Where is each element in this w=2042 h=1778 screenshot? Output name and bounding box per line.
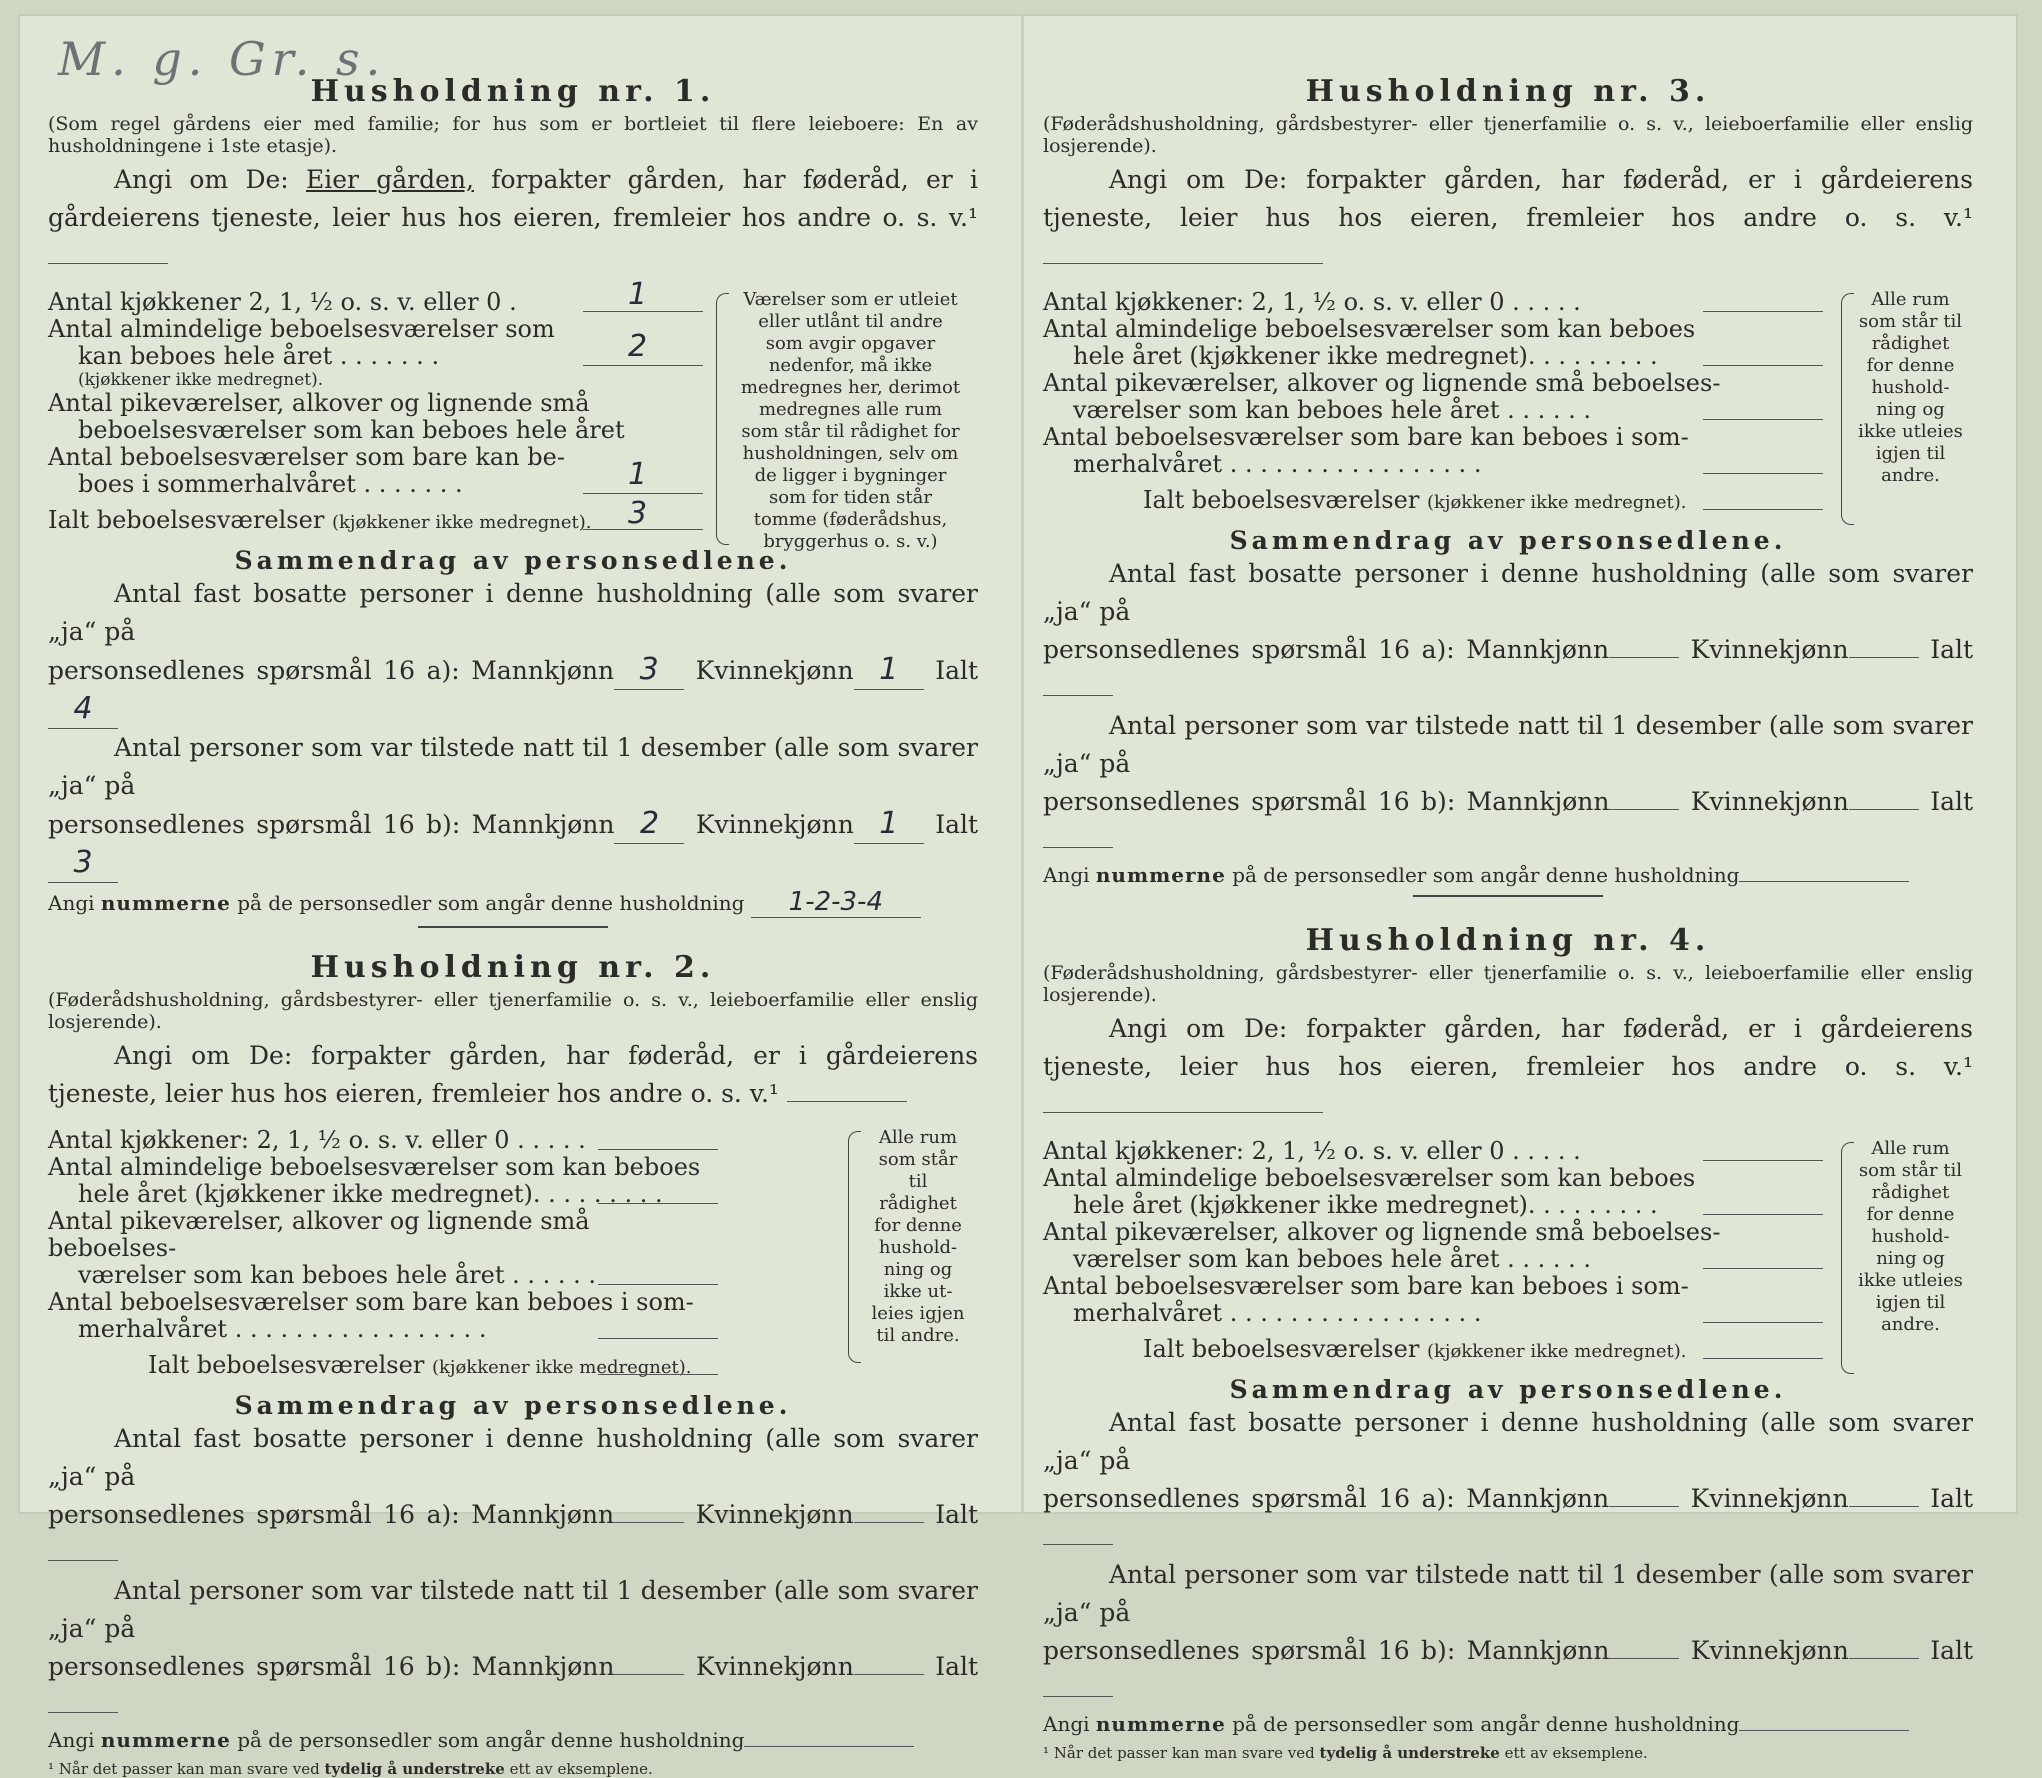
census-form-sheet xyxy=(18,14,2018,1778)
summer-rooms-value[interactable]: 1 xyxy=(628,457,648,492)
a-women-value[interactable]: 1 xyxy=(854,651,924,690)
summer-rooms-row: boes i sommerhalvåret . . . . . . . 1 xyxy=(48,471,703,498)
household-1-numbers: Angi nummerne på de personsedler som angår denne husholdning 1-2-3-4 xyxy=(48,887,978,918)
b-men-value[interactable]: 2 xyxy=(614,805,684,844)
household-1-summary: Antal fast bosatte personer i denne husholdning (alle som svarer „ja“ på personsedlenes spørsmål 16 a): Mannkjønn 3 Kvinnekjønn 1 Ialt4 Antal personer som var tilstede natt til 1 desember (alle som svarer „ja“ på personsedlenes spørsmål 16 b): Mannkjønn 2 Kvinnekjønn 1 Ialt3 xyxy=(48,575,978,883)
handwritten-margin-note: M. g. Gr. s. xyxy=(58,32,387,86)
household-1-angi: Angi om De: Eier gården, forpakter gården, har føderåd, er i gårdeierens tjeneste, leier hus hos eieren, fremleier hos andre o. s. v.¹ xyxy=(48,161,978,275)
household-2-title: Husholdning nr. 2. xyxy=(310,950,716,985)
household-1-rooms: Antal kjøkkener 2, 1, ½ o. s. v. eller 0 . 1 Antal almindelige beboelsesværelser som kan beboes hele året . . . . . . . 2 (kjøkkener ikke medregnet). Antal pikeværelser, alkover og lignende små beboelsesværelser som kan beboes hele året Antal beboelsesværelser som bare kan be- boes i sommerhalvåret . . . . . . . 1 Ialt beboelsesværelser (kjøkkener ikke medregnet). 3 Værelser som er utleiet eller utlånt til andre som avgir opgaver nedenfor, må ikke medregnes her, derimot medregnes alle rum som står til rådighet for husholdningen, selv om de ligger i bygninger som for tiden står tomme (føderådshus, bryggerhus o. s. v.) xyxy=(48,289,978,534)
household-1-side-note: Værelser som er utleiet eller utlånt til andre som avgir opgaver nedenfor, må ikke medregnes her, derimot medregnes alle rum som står til rådighet for husholdningen, selv om de ligger i bygninger som for tiden står tomme (føderådshus, bryggerhus o. s. v.) xyxy=(740,289,961,552)
total-rooms-row: Ialt beboelsesværelser (kjøkkener ikke medregnet). 3 xyxy=(48,506,703,534)
brace xyxy=(716,293,729,545)
angi-underlined-option: Eier gården, xyxy=(306,165,474,194)
total-rooms-value[interactable]: 3 xyxy=(628,496,648,531)
a-total-value[interactable]: 4 xyxy=(48,690,118,729)
footnote: ¹ Når det passer kan man svare ved tydelig å understreke ett av eksemplene. xyxy=(48,1760,653,1778)
household-1-summary-title: Sammendrag av personsedlene. xyxy=(234,546,792,575)
b-women-value[interactable]: 1 xyxy=(854,805,924,844)
section-divider xyxy=(418,926,608,928)
a-men-value[interactable]: 3 xyxy=(614,651,684,690)
household-4: Husholdning nr. 4. (Føderådshusholdning, gårdsbestyrer- eller tjenerfamilie o. s. v., leieboerfamilie eller enslig losjerende). Angi om De: forpakter gården, har føderåd, er i gårdeierens tjeneste, leier hus hos eieren, fremleier hos andre o. s. v.¹ Antal kjøkkener: 2, 1, ½ o. s. v. eller 0 . . . . . Antal almindelige beboelsesværelser som kan beboes hele året (kjøkkener ikke medregnet). . . . . . . . . Antal pikeværelser, alkover og lignende små beboelses- værelser som kan beboes hele året . . . . . . Antal beboelsesværelser som bare kan beboes i som- merhalvåret . . . . . . . . . . . . . . . . . Ialt beboelsesværelser (kjøkkener ikke medregnet). Alle rum som står til rådighet for denne husholdning og ikke utleies igjen til andre. Sammendrag av personsedlene. Antal fast bosatte personer i denne husholdning (alle som svarer „ja“ på personsedlenes spørsmål 16 a): Mannkjønn Kvinnekjønn Ialt Antal personer som var tilstede natt til 1 desember (alle som svarer „ja“ på personsedlenes spørsmål 16 b): Mannkjønn Kvinnekjønn Ialt Angi nummerne på de personsedler som angår denne husholdning ¹ Når det passer kan man svare ved tydelig å understreke ett av eksemplene. xyxy=(1043,923,1974,1762)
angi-fill-line[interactable] xyxy=(48,263,168,264)
ordinary-rooms-row: kan beboes hele året . . . . . . . 2 xyxy=(48,343,703,370)
kitchens-value[interactable]: 1 xyxy=(628,277,648,312)
household-3: Husholdning nr. 3. (Føderådshusholdning, gårdsbestyrer- eller tjenerfamilie o. s. v., leieboerfamilie eller enslig losjerende). Angi om De: forpakter gården, har føderåd, er i gårdeierens tjeneste, leier hus hos eieren, fremleier hos andre o. s. v.¹ Antal kjøkkener: 2, 1, ½ o. s. v. eller 0 . . . . . Antal almindelige beboelsesværelser som kan beboes hele året (kjøkkener ikke medregnet). . . . . . . . . Antal pikeværelser, alkover og lignende små beboelses- værelser som kan beboes hele året . . . . . . Antal beboelsesværelser som bare kan beboes i som- merhalvåret . . . . . . . . . . . . . . . . . Ialt beboelsesværelser (kjøkkener ikke medregnet). Alle rum som står til rådighet for denne husholdning og ikke utleies igjen til andre. Sammendrag av personsedlene. Antal fast bosatte personer i denne husholdning (alle som svarer „ja“ på personsedlenes spørsmål 16 a): Mannkjønn Kvinnekjønn Ialt Antal personer som var tilstede natt til 1 desember (alle som svarer „ja“ på personsedlenes spørsmål 16 b): Mannkjønn Kvinnekjønn Ialt Angi nummerne på de personsedler som angår denne husholdning xyxy=(1043,74,1973,897)
numbers-value[interactable]: 1-2-3-4 xyxy=(751,887,921,918)
household-2: Husholdning nr. 2. (Føderådshusholdning, gårdsbestyrer- eller tjenerfamilie o. s. v., leieboerfamilie eller enslig losjerende). Angi om De: forpakter gården, har føderåd, er i gårdeierens tjeneste, leier hus hos eieren, fremleier hos andre o. s. v.¹ Antal kjøkkener: 2, 1, ½ o. s. v. eller 0 . . . . . Antal almindelige beboelsesværelser som kan beboes hele året (kjøkkener ikke medregnet). . . . . . . . . Antal pikeværelser, alkover og lignende små beboelses- værelser som kan beboes hele året . . . . . . Antal beboelsesværelser som bare kan beboes i som- merhalvåret . . . . . . . . . . . . . . . . . Ialt beboelsesværelser (kjøkkener ikke medregnet). Alle rum som står til rådighet for denne husholdning og ikke utleies igjen til andre. Sammendrag av personsedlene. Antal fast bosatte personer i denne husholdning (alle som svarer „ja“ på personsedlenes spørsmål 16 a): Mannkjønn Kvinnekjønn Ialt Antal personer som var tilstede natt til 1 desember (alle som svarer „ja“ på personsedlenes spørsmål 16 b): Mannkjønn Kvinnekjønn Ialt Angi nummerne på de personsedler som angår denne husholdning ¹ Når det passer kan man svare ved tydelig å understreke ett av eksemplene. xyxy=(48,950,979,1778)
right-column xyxy=(1043,14,1973,1762)
household-3-title: Husholdning nr. 3. xyxy=(1305,74,1711,109)
kitchens-row: Antal kjøkkener 2, 1, ½ o. s. v. eller 0 . 1 xyxy=(48,289,703,316)
b-total-value[interactable]: 3 xyxy=(48,844,118,883)
page-fold xyxy=(1021,14,1024,1514)
household-1 xyxy=(48,74,978,928)
household-1-note: (Som regel gårdens eier med familie; for hus som er bortleiet til flere leieboere: En av husholdningene i 1ste etasje). xyxy=(48,113,978,157)
ordinary-rooms-value[interactable]: 2 xyxy=(628,329,648,364)
left-column xyxy=(48,14,978,1778)
household-4-title: Husholdning nr. 4. xyxy=(1305,923,1711,958)
maid-rooms-row: beboelsesværelser som kan beboes hele året xyxy=(78,416,625,444)
household-1-title: Husholdning nr. 1. xyxy=(310,74,716,109)
